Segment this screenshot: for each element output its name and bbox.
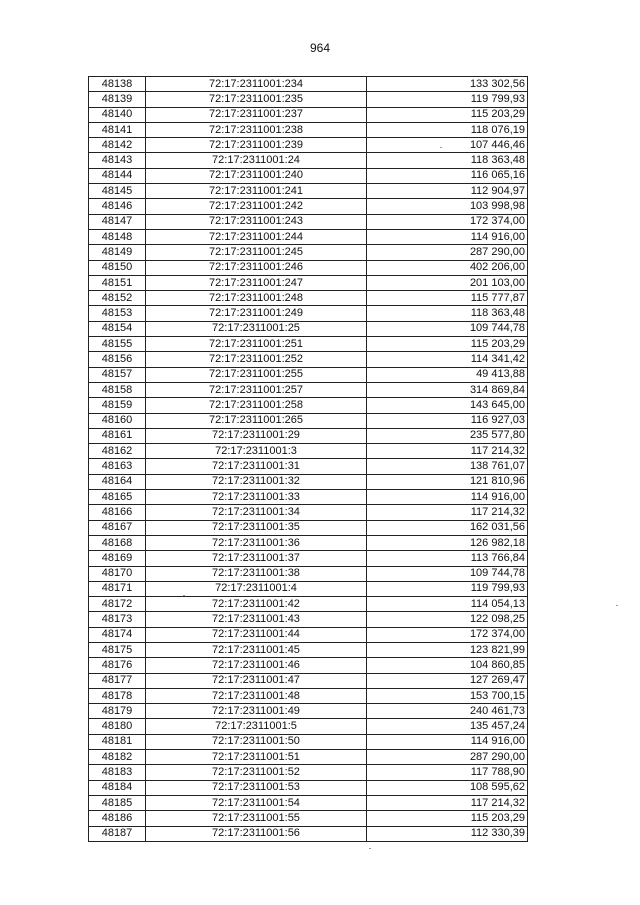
row-number-cell: 48182 xyxy=(89,750,146,765)
table-row xyxy=(89,750,528,765)
cadastral-number-cell: 72:17:2311001:54 xyxy=(146,795,367,810)
cadastral-number-cell: 72:17:2311001:48 xyxy=(146,688,367,703)
scan-speck xyxy=(616,605,618,606)
registry-table-body xyxy=(89,77,528,842)
cadastral-number-cell: 72:17:2311001:51 xyxy=(146,750,367,765)
row-number-cell: 48174 xyxy=(89,627,146,642)
table-row xyxy=(89,719,528,734)
row-number-cell: 48179 xyxy=(89,704,146,719)
cadastral-number-cell: 72:17:2311001:248 xyxy=(146,291,367,306)
row-number-cell: 48146 xyxy=(89,199,146,214)
table-row xyxy=(89,765,528,780)
table-row xyxy=(89,627,528,642)
row-number-cell: 48154 xyxy=(89,321,146,336)
row-number-cell: 48140 xyxy=(89,107,146,122)
cadastral-number-cell: 72:17:2311001:237 xyxy=(146,107,367,122)
table-row xyxy=(89,658,528,673)
row-number-cell: 48151 xyxy=(89,275,146,290)
table-row xyxy=(89,520,528,535)
cadastral-number-cell: 72:17:2311001:38 xyxy=(146,566,367,581)
table-row xyxy=(89,413,528,428)
cadastral-number-cell: 72:17:2311001:50 xyxy=(146,734,367,749)
cadastral-number-cell: 72:17:2311001:49 xyxy=(146,704,367,719)
row-number-cell: 48186 xyxy=(89,811,146,826)
row-number-cell: 48145 xyxy=(89,184,146,199)
cadastral-value-cell: 115 203,29 xyxy=(367,337,528,352)
table-row xyxy=(89,566,528,581)
table-row xyxy=(89,306,528,321)
row-number-cell: 48187 xyxy=(89,826,146,841)
scan-speck xyxy=(369,848,371,849)
row-number-cell: 48158 xyxy=(89,382,146,397)
row-number-cell: 48139 xyxy=(89,92,146,107)
cadastral-value-cell: 112 904,97 xyxy=(367,184,528,199)
cadastral-value-cell: 122 098,25 xyxy=(367,612,528,627)
row-number-cell: 48163 xyxy=(89,459,146,474)
table-row xyxy=(89,291,528,306)
row-number-cell: 48165 xyxy=(89,490,146,505)
cadastral-number-cell: 72:17:2311001:43 xyxy=(146,612,367,627)
cadastral-value-cell: 112 330,39 xyxy=(367,826,528,841)
table-row xyxy=(89,260,528,275)
row-number-cell: 48149 xyxy=(89,245,146,260)
cadastral-value-cell: 117 214,32 xyxy=(367,795,528,810)
table-row xyxy=(89,444,528,459)
table-row xyxy=(89,245,528,260)
row-number-cell: 48181 xyxy=(89,734,146,749)
cadastral-value-cell: 107 446,46 xyxy=(367,138,528,153)
row-number-cell: 48172 xyxy=(89,597,146,612)
cadastral-value-cell: 127 269,47 xyxy=(367,673,528,688)
table-row xyxy=(89,184,528,199)
table-row xyxy=(89,153,528,168)
cadastral-value-cell: 115 203,29 xyxy=(367,811,528,826)
cadastral-value-cell: 172 374,00 xyxy=(367,627,528,642)
row-number-cell: 48180 xyxy=(89,719,146,734)
cadastral-number-cell: 72:17:2311001:47 xyxy=(146,673,367,688)
row-number-cell: 48155 xyxy=(89,337,146,352)
cadastral-value-cell: 126 982,18 xyxy=(367,535,528,550)
table-row xyxy=(89,505,528,520)
table-row xyxy=(89,551,528,566)
cadastral-value-cell: 114 916,00 xyxy=(367,229,528,244)
cadastral-number-cell: 72:17:2311001:258 xyxy=(146,398,367,413)
table-row xyxy=(89,352,528,367)
cadastral-number-cell: 72:17:2311001:234 xyxy=(146,77,367,92)
row-number-cell: 48143 xyxy=(89,153,146,168)
table-row xyxy=(89,474,528,489)
cadastral-value-cell: 109 744,78 xyxy=(367,566,528,581)
table-row xyxy=(89,321,528,336)
row-number-cell: 48176 xyxy=(89,658,146,673)
table-row xyxy=(89,229,528,244)
row-number-cell: 48150 xyxy=(89,260,146,275)
cadastral-number-cell: 72:17:2311001:32 xyxy=(146,474,367,489)
registry-table xyxy=(88,76,528,842)
cadastral-value-cell: 109 744,78 xyxy=(367,321,528,336)
table-row xyxy=(89,734,528,749)
cadastral-value-cell: 123 821,99 xyxy=(367,642,528,657)
table-row xyxy=(89,337,528,352)
row-number-cell: 48157 xyxy=(89,367,146,382)
cadastral-number-cell: 72:17:2311001:56 xyxy=(146,826,367,841)
table-row xyxy=(89,780,528,795)
cadastral-number-cell: 72:17:2311001:243 xyxy=(146,214,367,229)
cadastral-value-cell: 103 998,98 xyxy=(367,199,528,214)
row-number-cell: 48184 xyxy=(89,780,146,795)
cadastral-number-cell: 72:17:2311001:3 xyxy=(146,444,367,459)
cadastral-value-cell: 121 810,96 xyxy=(367,474,528,489)
cadastral-value-cell: 162 031,56 xyxy=(367,520,528,535)
cadastral-value-cell: 114 054,13 xyxy=(367,597,528,612)
table-row xyxy=(89,367,528,382)
cadastral-value-cell: 116 927,03 xyxy=(367,413,528,428)
cadastral-number-cell: 72:17:2311001:46 xyxy=(146,658,367,673)
row-number-cell: 48160 xyxy=(89,413,146,428)
row-number-cell: 48185 xyxy=(89,795,146,810)
cadastral-value-cell: 117 214,32 xyxy=(367,505,528,520)
cadastral-number-cell: 72:17:2311001:251 xyxy=(146,337,367,352)
cadastral-number-cell: 72:17:2311001:245 xyxy=(146,245,367,260)
cadastral-value-cell: 117 214,32 xyxy=(367,444,528,459)
scan-speck xyxy=(183,595,185,596)
cadastral-number-cell: 72:17:2311001:42 xyxy=(146,597,367,612)
cadastral-number-cell: 72:17:2311001:33 xyxy=(146,490,367,505)
row-number-cell: 48159 xyxy=(89,398,146,413)
row-number-cell: 48153 xyxy=(89,306,146,321)
cadastral-value-cell: 133 302,56 xyxy=(367,77,528,92)
cadastral-value-cell: 172 374,00 xyxy=(367,214,528,229)
cadastral-value-cell: 201 103,00 xyxy=(367,275,528,290)
scan-speck xyxy=(440,147,442,148)
table-row xyxy=(89,795,528,810)
row-number-cell: 48171 xyxy=(89,581,146,596)
cadastral-value-cell: 114 916,00 xyxy=(367,490,528,505)
cadastral-value-cell: 113 766,84 xyxy=(367,551,528,566)
table-row xyxy=(89,612,528,627)
cadastral-value-cell: 119 799,93 xyxy=(367,581,528,596)
cadastral-value-cell: 117 788,90 xyxy=(367,765,528,780)
row-number-cell: 48156 xyxy=(89,352,146,367)
cadastral-value-cell: 49 413,88 xyxy=(367,367,528,382)
cadastral-value-cell: 287 290,00 xyxy=(367,750,528,765)
cadastral-number-cell: 72:17:2311001:34 xyxy=(146,505,367,520)
cadastral-number-cell: 72:17:2311001:44 xyxy=(146,627,367,642)
row-number-cell: 48144 xyxy=(89,168,146,183)
row-number-cell: 48141 xyxy=(89,122,146,137)
table-row xyxy=(89,77,528,92)
table-row xyxy=(89,214,528,229)
table-row xyxy=(89,811,528,826)
cadastral-value-cell: 118 076,19 xyxy=(367,122,528,137)
cadastral-value-cell: 287 290,00 xyxy=(367,245,528,260)
cadastral-number-cell: 72:17:2311001:37 xyxy=(146,551,367,566)
cadastral-value-cell: 104 860,85 xyxy=(367,658,528,673)
cadastral-number-cell: 72:17:2311001:24 xyxy=(146,153,367,168)
cadastral-number-cell: 72:17:2311001:244 xyxy=(146,229,367,244)
cadastral-number-cell: 72:17:2311001:55 xyxy=(146,811,367,826)
row-number-cell: 48169 xyxy=(89,551,146,566)
cadastral-value-cell: 116 065,16 xyxy=(367,168,528,183)
cadastral-number-cell: 72:17:2311001:255 xyxy=(146,367,367,382)
cadastral-value-cell: 114 341,42 xyxy=(367,352,528,367)
cadastral-number-cell: 72:17:2311001:242 xyxy=(146,199,367,214)
row-number-cell: 48166 xyxy=(89,505,146,520)
cadastral-value-cell: 118 363,48 xyxy=(367,306,528,321)
cadastral-number-cell: 72:17:2311001:35 xyxy=(146,520,367,535)
cadastral-value-cell: 108 595,62 xyxy=(367,780,528,795)
table-row xyxy=(89,107,528,122)
cadastral-value-cell: 114 916,00 xyxy=(367,734,528,749)
table-row xyxy=(89,826,528,841)
cadastral-number-cell: 72:17:2311001:45 xyxy=(146,642,367,657)
cadastral-number-cell: 72:17:2311001:239 xyxy=(146,138,367,153)
table-row xyxy=(89,199,528,214)
cadastral-value-cell: 135 457,24 xyxy=(367,719,528,734)
cadastral-value-cell: 153 700,15 xyxy=(367,688,528,703)
cadastral-value-cell: 138 761,07 xyxy=(367,459,528,474)
cadastral-number-cell: 72:17:2311001:29 xyxy=(146,428,367,443)
row-number-cell: 48142 xyxy=(89,138,146,153)
table-row xyxy=(89,275,528,290)
cadastral-number-cell: 72:17:2311001:52 xyxy=(146,765,367,780)
cadastral-number-cell: 72:17:2311001:241 xyxy=(146,184,367,199)
cadastral-number-cell: 72:17:2311001:238 xyxy=(146,122,367,137)
row-number-cell: 48148 xyxy=(89,229,146,244)
table-row xyxy=(89,642,528,657)
cadastral-number-cell: 72:17:2311001:36 xyxy=(146,535,367,550)
cadastral-value-cell: 402 206,00 xyxy=(367,260,528,275)
cadastral-value-cell: 118 363,48 xyxy=(367,153,528,168)
row-number-cell: 48162 xyxy=(89,444,146,459)
cadastral-value-cell: 115 203,29 xyxy=(367,107,528,122)
row-number-cell: 48175 xyxy=(89,642,146,657)
table-row xyxy=(89,138,528,153)
cadastral-number-cell: 72:17:2311001:235 xyxy=(146,92,367,107)
cadastral-value-cell: 143 645,00 xyxy=(367,398,528,413)
row-number-cell: 48152 xyxy=(89,291,146,306)
cadastral-value-cell: 119 799,93 xyxy=(367,92,528,107)
cadastral-value-cell: 240 461,73 xyxy=(367,704,528,719)
cadastral-value-cell: 115 777,87 xyxy=(367,291,528,306)
cadastral-value-cell: 235 577,80 xyxy=(367,428,528,443)
cadastral-number-cell: 72:17:2311001:257 xyxy=(146,382,367,397)
cadastral-number-cell: 72:17:2311001:4 xyxy=(146,581,367,596)
cadastral-number-cell: 72:17:2311001:247 xyxy=(146,275,367,290)
table-row xyxy=(89,704,528,719)
table-row xyxy=(89,581,528,596)
table-row xyxy=(89,122,528,137)
table-row xyxy=(89,535,528,550)
row-number-cell: 48147 xyxy=(89,214,146,229)
row-number-cell: 48167 xyxy=(89,520,146,535)
cadastral-value-cell: 314 869,84 xyxy=(367,382,528,397)
cadastral-number-cell: 72:17:2311001:252 xyxy=(146,352,367,367)
row-number-cell: 48177 xyxy=(89,673,146,688)
cadastral-number-cell: 72:17:2311001:240 xyxy=(146,168,367,183)
page-number: 964 xyxy=(309,41,331,55)
table-row xyxy=(89,490,528,505)
row-number-cell: 48164 xyxy=(89,474,146,489)
cadastral-number-cell: 72:17:2311001:246 xyxy=(146,260,367,275)
table-row xyxy=(89,382,528,397)
cadastral-number-cell: 72:17:2311001:5 xyxy=(146,719,367,734)
row-number-cell: 48161 xyxy=(89,428,146,443)
cadastral-number-cell: 72:17:2311001:249 xyxy=(146,306,367,321)
table-row xyxy=(89,597,528,612)
table-row xyxy=(89,673,528,688)
row-number-cell: 48183 xyxy=(89,765,146,780)
row-number-cell: 48170 xyxy=(89,566,146,581)
table-row xyxy=(89,168,528,183)
cadastral-number-cell: 72:17:2311001:53 xyxy=(146,780,367,795)
table-row xyxy=(89,428,528,443)
table-row xyxy=(89,398,528,413)
table-row xyxy=(89,688,528,703)
cadastral-number-cell: 72:17:2311001:31 xyxy=(146,459,367,474)
table-row xyxy=(89,92,528,107)
table-row xyxy=(89,459,528,474)
cadastral-number-cell: 72:17:2311001:265 xyxy=(146,413,367,428)
row-number-cell: 48168 xyxy=(89,535,146,550)
cadastral-number-cell: 72:17:2311001:25 xyxy=(146,321,367,336)
row-number-cell: 48173 xyxy=(89,612,146,627)
row-number-cell: 48138 xyxy=(89,77,146,92)
row-number-cell: 48178 xyxy=(89,688,146,703)
